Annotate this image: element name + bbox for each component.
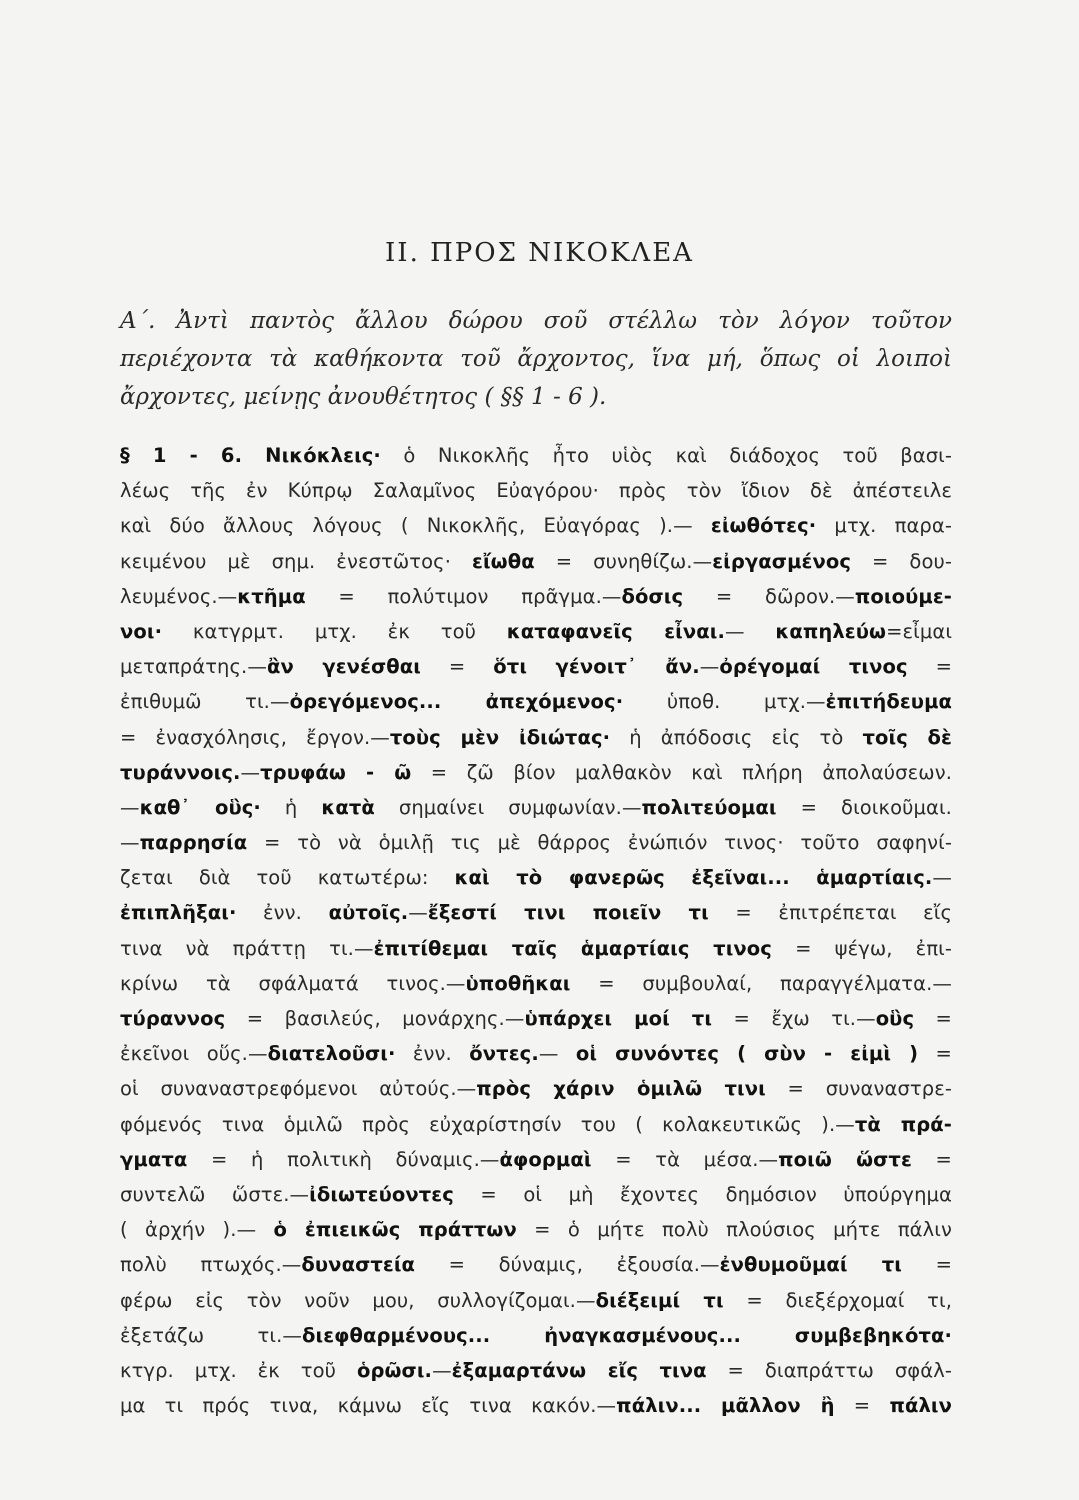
note-line [120, 1388, 952, 1423]
note-text: = διεξέρχομαί τι, [723, 1288, 952, 1312]
note-text: — [240, 760, 261, 784]
lemma-term: δυναστεία [301, 1253, 416, 1277]
note-text: ὁ Νικοκλῆς ἦτο υἱὸς καὶ διάδοχος τοῦ βασι- [380, 444, 952, 467]
lemma-term: ἐπιτίθεμαι ταῖς ἁμαρτίαις τινος [373, 936, 772, 960]
note-text: ὑποθ. μτχ.— [623, 690, 826, 714]
lemma-term: ἂν γενέσθαι [266, 655, 422, 679]
note-line [120, 755, 952, 790]
commentary-notes [120, 438, 952, 1423]
note-text: = διαπράττω σφάλ- [706, 1358, 952, 1382]
lemma-term: καπηλεύω [775, 619, 887, 643]
note-text: κρίνω τὰ σφάλματά τινος.— [120, 971, 466, 995]
note-line [120, 1142, 952, 1177]
note-text: τινα νὰ πράττῃ τι.— [120, 936, 374, 960]
note-text: συντελῶ ὥστε.— [120, 1182, 310, 1206]
note-line [120, 1107, 952, 1142]
note-text: κατγρμτ. μτχ. ἐκ τοῦ [162, 619, 507, 643]
note-text: = [911, 1147, 952, 1171]
note-line [120, 860, 952, 895]
note-text: =εἶμαι [886, 619, 952, 643]
note-text: φόμενός τινα ὁμιλῶ πρὸς εὐχαρίστησίν του ( κολακευτικῶς ).— [120, 1112, 855, 1136]
note-line [120, 1283, 952, 1318]
lemma-term: διεφθαρμένους... ἠναγκασμένους... συμβεβηκότα· [302, 1323, 952, 1347]
note-text: λέως τῆς ἐν Κύπρῳ Σαλαμῖνος Εὐαγόρου· πρὸς τὸν ἴδιον δὲ ἀπέστειλε [120, 479, 952, 503]
note-text: μα τι πρός τινα, κάμνω εἴς τινα κακόν.— [120, 1394, 617, 1418]
note-text: = οἱ μὴ ἔχοντες δημόσιον ὑπούργημα [453, 1182, 952, 1206]
note-text: = ἡ πολιτικὴ δύναμις.— [187, 1147, 500, 1171]
note-text: ἡ [260, 795, 322, 819]
note-text: = ψέγω, ἐπι- [771, 936, 952, 960]
note-line [120, 1212, 952, 1247]
note-text: — [120, 831, 140, 855]
note-text: = συναναστρε- [765, 1077, 952, 1101]
lemma-term: ὁ ἐπιεικῶς πράττων [273, 1218, 517, 1242]
note-text: = δύναμις, ἐξουσία.— [415, 1253, 720, 1277]
note-text: κειμένου μὲ σημ. ἐνεστῶτος· [120, 549, 473, 573]
lemma-term: ὑποθῆκαι [465, 971, 571, 995]
note-text: ζεται διὰ τοῦ κατωτέρω: [120, 866, 455, 890]
note-text: πολὺ πτωχός.— [120, 1253, 302, 1277]
note-line [120, 438, 952, 473]
lemma-term: ὀρέγομαί τινος [719, 655, 908, 679]
lemma-term: ἔξεστί τινι ποιεῖν τι [427, 901, 709, 925]
note-text: μεταπράτης.— [120, 655, 267, 679]
note-line [120, 966, 952, 1001]
lemma-term: τοὺς μὲν ἰδιώτας· [389, 725, 611, 749]
note-line [120, 614, 952, 649]
note-text: ἡ ἀπόδοσις εἰς τὸ [610, 725, 863, 749]
lemma-term: τοῖς δὲ [862, 725, 952, 749]
note-text: = τὰ μέσα.— [591, 1147, 779, 1171]
note-text: = [907, 655, 952, 679]
note-text: — [538, 1042, 576, 1066]
note-text: = ἔχω τι.— [712, 1007, 876, 1030]
note-text: = ἐνασχόλησις, ἔργον.— [120, 725, 390, 749]
lemma-term: πάλιν [889, 1394, 952, 1418]
lemma-term: τύραννος [120, 1007, 226, 1030]
note-text: = δῶρον.— [683, 584, 855, 608]
lemma-term: ὁρῶσι. [356, 1358, 433, 1382]
note-text: ἐνν. [395, 1042, 470, 1066]
note-text: — [408, 901, 428, 925]
note-text: = ζῶ βίον μαλθακὸν καὶ πλήρη ἀπολαύσεων. [411, 760, 952, 784]
note-text: ἐνν. [236, 901, 329, 925]
lemma-term: εἴωθα [472, 549, 535, 573]
note-text: — [932, 866, 952, 890]
lemma-term: πρὸς χάριν ὁμιλῶ τινι [476, 1077, 766, 1101]
note-text: — [724, 619, 776, 643]
lemma-term: καὶ τὸ φανερῶς ἐξεῖναι... ἁμαρτίαις. [454, 866, 933, 890]
note-text: ἐπιθυμῶ τι.— [120, 690, 290, 714]
note-text: ( ἀρχήν ).— [120, 1218, 274, 1242]
lemma-term: δόσις [621, 584, 684, 608]
note-text: = ἐπιτρέπεται εἴς [708, 901, 952, 925]
lemma-term: § 1 - 6. Νικόκλεις· [120, 444, 381, 467]
lemma-term: νοι· [120, 619, 163, 643]
note-text: ἐξετάζω τι.— [120, 1323, 302, 1347]
lemma-term: ποιούμε- [854, 584, 952, 608]
lemma-term: ὄντες. [469, 1042, 539, 1066]
note-text: λευμένος.— [120, 584, 238, 608]
note-line [120, 1001, 952, 1036]
lemma-term: καταφανεῖς εἶναι. [506, 619, 725, 643]
note-text: φέρω εἰς τὸν νοῦν μου, συλλογίζομαι.— [120, 1288, 596, 1312]
lemma-term: ἐπιτήδευμα [825, 690, 952, 714]
lemma-term: ἐνθυμοῦμαί τι [719, 1253, 902, 1277]
note-text: = [834, 1394, 890, 1418]
note-text: = ὁ μήτε πολὺ πλούσιος μήτε πάλιν [516, 1218, 952, 1242]
note-line [120, 544, 952, 579]
note-text: = βασιλεύς, μονάρχης.— [225, 1007, 525, 1030]
lemma-term: ἀφορμαὶ [499, 1147, 592, 1171]
note-line [120, 508, 952, 543]
note-text: σημαίνει συμφωνίαν.— [374, 795, 642, 819]
lemma-term: τὰ πρά- [854, 1112, 952, 1136]
note-line [120, 1247, 952, 1282]
lemma-term: τυράννοις. [120, 760, 241, 784]
lemma-term: καθ᾿ οὓς· [139, 795, 261, 819]
note-text: = πολύτιμον πρᾶγμα.— [305, 584, 622, 608]
note-text: = [421, 655, 494, 679]
note-line [120, 1177, 952, 1212]
note-line [120, 790, 952, 825]
note-text: — [120, 795, 140, 819]
note-text: καὶ δύο ἄλλους λόγους ( Νικοκλῆς, Εὐαγόρας ).— [120, 514, 711, 538]
note-line [120, 684, 952, 719]
lemma-term: ἐπιπλῆξαι· [120, 901, 237, 925]
note-text: = συνηθίζω.— [534, 549, 713, 573]
note-line [120, 931, 952, 966]
note-line [120, 1318, 952, 1353]
lemma-term: πολιτεύομαι [641, 795, 777, 819]
lemma-term: εἰργασμένος [712, 549, 852, 573]
note-line [120, 1071, 952, 1106]
lemma-term: παρρησία [139, 831, 248, 855]
lemma-term: ἐξαμαρτάνω εἴς τινα [451, 1358, 707, 1382]
note-text: = [914, 1007, 952, 1030]
note-line [120, 473, 952, 508]
lemma-term: οἱ συνόντες ( σὺν - εἰμὶ ) [575, 1042, 919, 1066]
lemma-term: κτῆμα [237, 584, 306, 608]
lemma-term: εἰωθότες· [710, 514, 817, 538]
note-text: κτγρ. μτχ. ἐκ τοῦ [120, 1358, 357, 1382]
note-text: = [902, 1253, 952, 1277]
lemma-term: οὓς [875, 1007, 915, 1030]
note-line [120, 579, 952, 614]
lemma-term: ἰδιωτεύοντες [309, 1182, 454, 1206]
lemma-term: ὑπάρχει μοί τι [524, 1007, 713, 1030]
note-line [120, 825, 952, 860]
lemma-term: κατὰ [321, 795, 375, 819]
lemma-term: διατελοῦσι· [267, 1042, 396, 1066]
note-line [120, 1036, 952, 1071]
note-text: — [699, 655, 720, 679]
lemma-term: τρυφάω - ῶ [260, 760, 412, 784]
note-text: = διοικοῦμαι. [776, 795, 952, 819]
note-text: = [918, 1042, 952, 1066]
note-text: οἱ συναναστρεφόμενοι αὐτούς.— [120, 1077, 477, 1101]
chapter-title: II. ΠΡΟΣ ΝΙΚΟΚΛΕΑ [385, 238, 694, 268]
note-line [120, 649, 952, 684]
note-line [120, 1353, 952, 1388]
note-line [120, 720, 952, 755]
lemma-term: ὅτι γένοιτ᾿ ἄν. [493, 655, 700, 679]
note-text: ἐκεῖνοι οὕς.— [120, 1042, 268, 1066]
note-text: μτχ. παρα- [816, 514, 952, 538]
note-text: = δου- [851, 549, 952, 573]
lemma-term: αὐτοῖς. [328, 901, 409, 925]
lemma-term: ὀρεγόμενος... ἀπεχόμενος· [289, 690, 624, 714]
note-text: = συμβουλαί, παραγγέλματα.— [570, 971, 952, 995]
lemma-term: γματα [120, 1147, 188, 1171]
note-text: — [432, 1358, 452, 1382]
chapter-summary: Α΄. Ἀντὶ παντὸς ἄλλου δώρου σοῦ στέλλω τὸν λόγον τοῦτον περιέχοντα τὰ καθήκοντα τοῦ ἄρχοντος, ἵνα μή, ὅπως οἱ λοιποὶ ἄρχοντες, μείνῃς ἀνουθέτητος ( §§ 1 - 6 ). [120, 308, 952, 410]
note-text: = τὸ νὰ ὁμιλῇ τις μὲ θάρρος ἐνώπιόν τινος· τοῦτο σαφηνί- [247, 831, 952, 855]
lemma-term: διέξειμί τι [595, 1288, 724, 1312]
note-line [120, 895, 952, 930]
lemma-term: ποιῶ ὥστε [778, 1147, 912, 1171]
lemma-term: πάλιν... μᾶλλον ἢ [616, 1394, 835, 1418]
